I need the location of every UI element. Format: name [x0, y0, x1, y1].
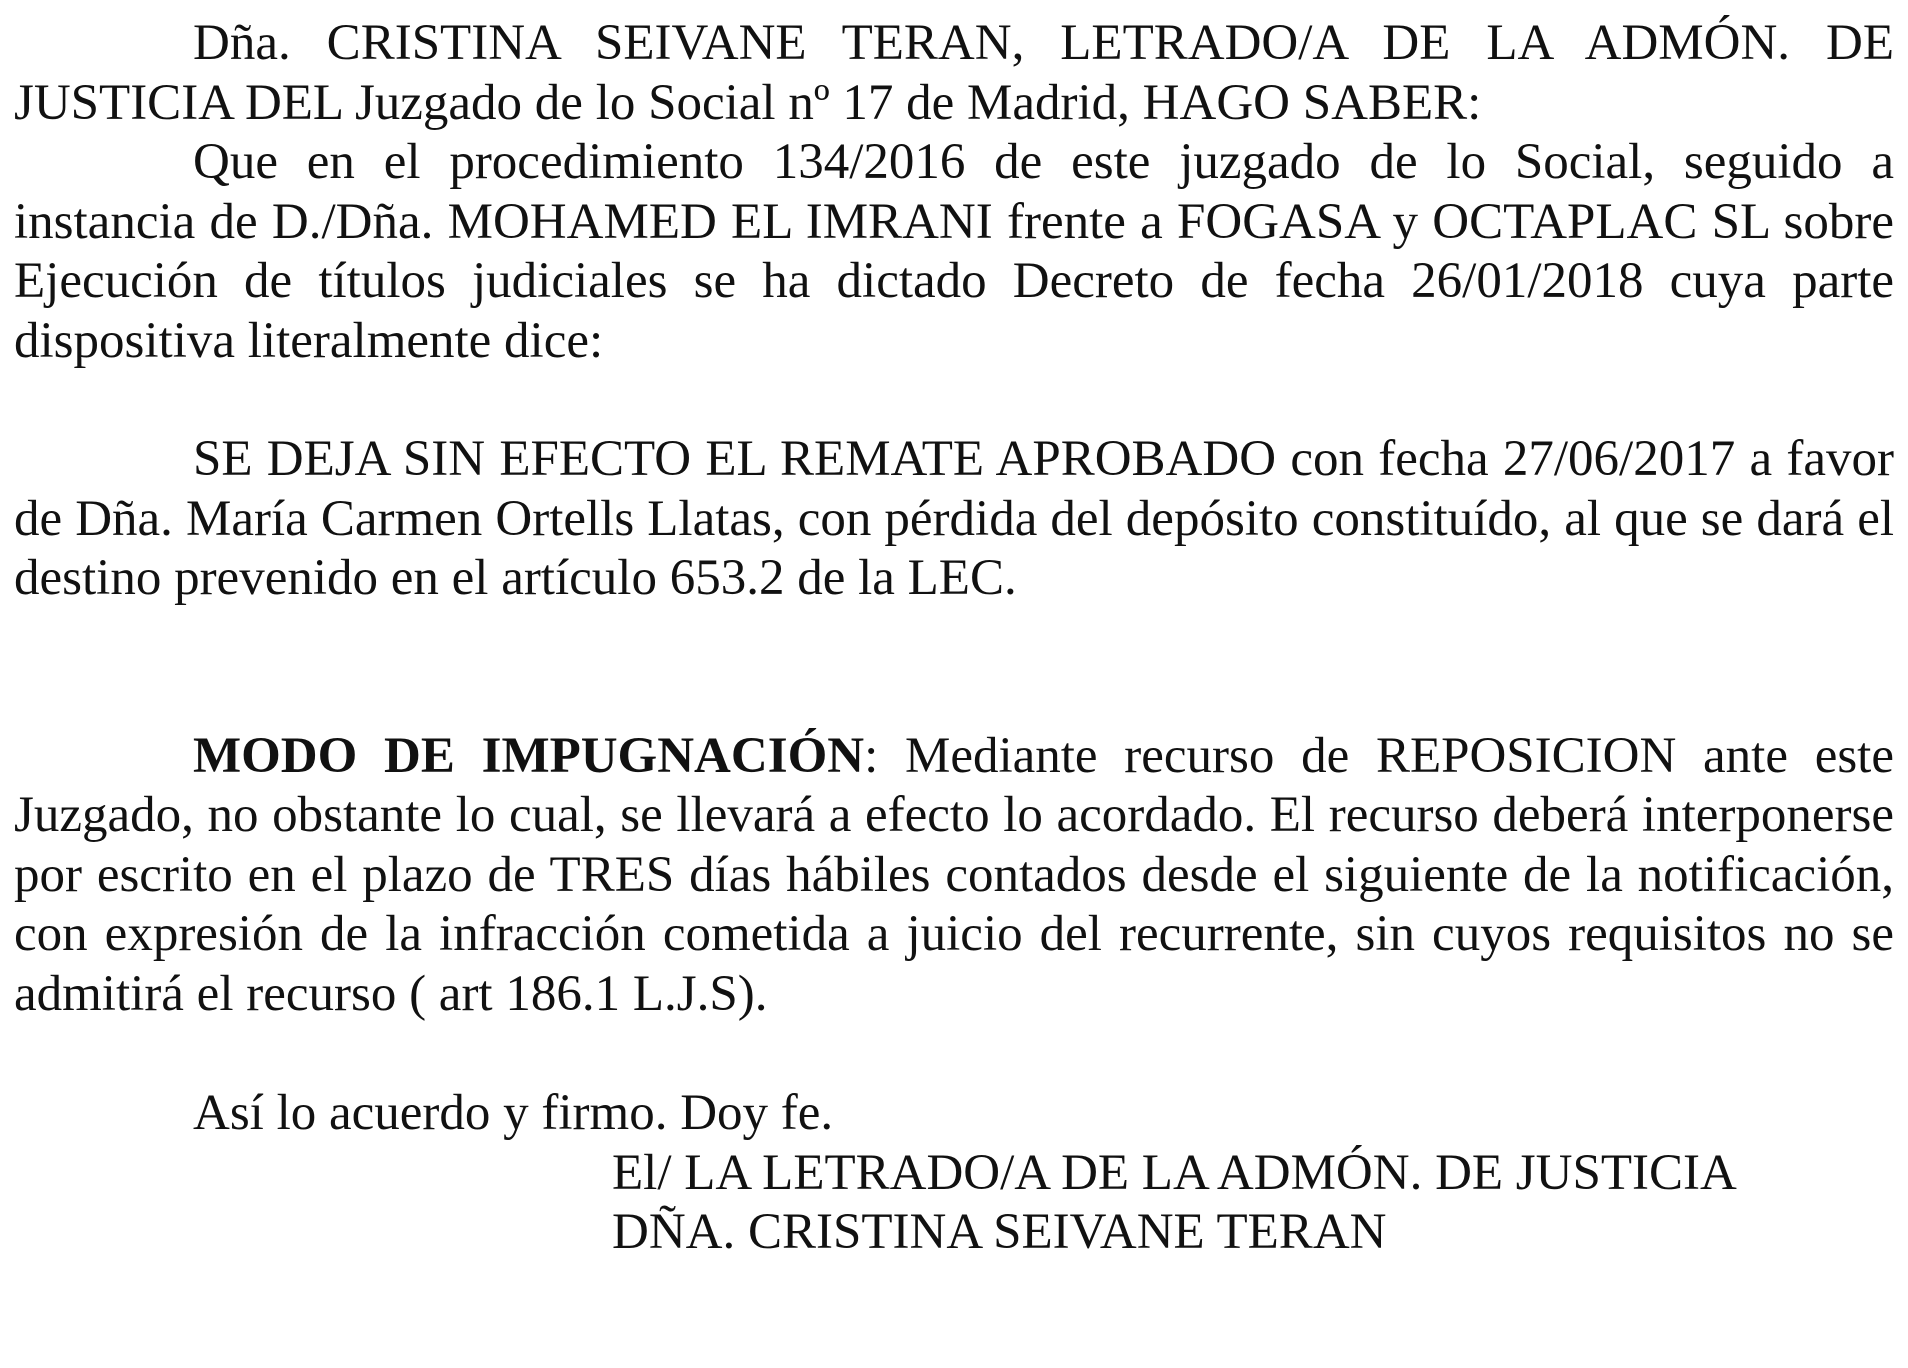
appeal-heading: MODO DE IMPUGNACIÓN — [193, 727, 865, 784]
document-body — [14, 14, 1894, 1263]
ruling-paragraph: SE DEJA SIN EFECTO EL REMATE APROBADO con fecha 27/06/2017 a favor de Dña. María Carmen Ortells Llatas, con pérdida del depósito constituído, al que se dará el destino prevenido en el artículo 653.2 de la LEC. — [14, 431, 1894, 606]
proceeding-paragraph: Que en el procedimiento 134/2016 de este juzgado de lo Social, seguido a instancia de D./Dña. MOHAMED EL IMRANI frente a FOGASA y OCTAPLAC SL sobre Ejecución de títulos judiciales se ha dictado Decreto de fecha 26/01/2018 cuya parte dispositiva literalmente dice: — [14, 134, 1894, 369]
intro-paragraph: Dña. CRISTINA SEIVANE TERAN, LETRADO/A DE LA ADMÓN. DE JUSTICIA DEL Juzgado de lo Social nº 17 de Madrid, HAGO SABER: — [14, 15, 1894, 131]
signature-title: El/ LA LETRADO/A DE LA ADMÓN. DE JUSTICIA — [612, 1144, 1737, 1201]
closing-statement: Así lo acuerdo y firmo. Doy fe. — [193, 1085, 834, 1141]
appeal-text: : Mediante recurso de REPOSICION ante este Juzgado, no obstante lo cual, se llevará a efecto lo acordado. El recurso deberá interponerse por escrito en el plazo de TRES días hábiles contados desde el siguiente de la notificación, con expresión de la infracción cometida a juicio del recurrente, sin cuyos requisitos no se admitirá el recurso ( art 186.1 L.J.S). — [14, 727, 1894, 1022]
signature-name: DÑA. CRISTINA SEIVANE TERAN — [612, 1204, 1387, 1260]
appeal-paragraph — [14, 727, 1894, 1025]
